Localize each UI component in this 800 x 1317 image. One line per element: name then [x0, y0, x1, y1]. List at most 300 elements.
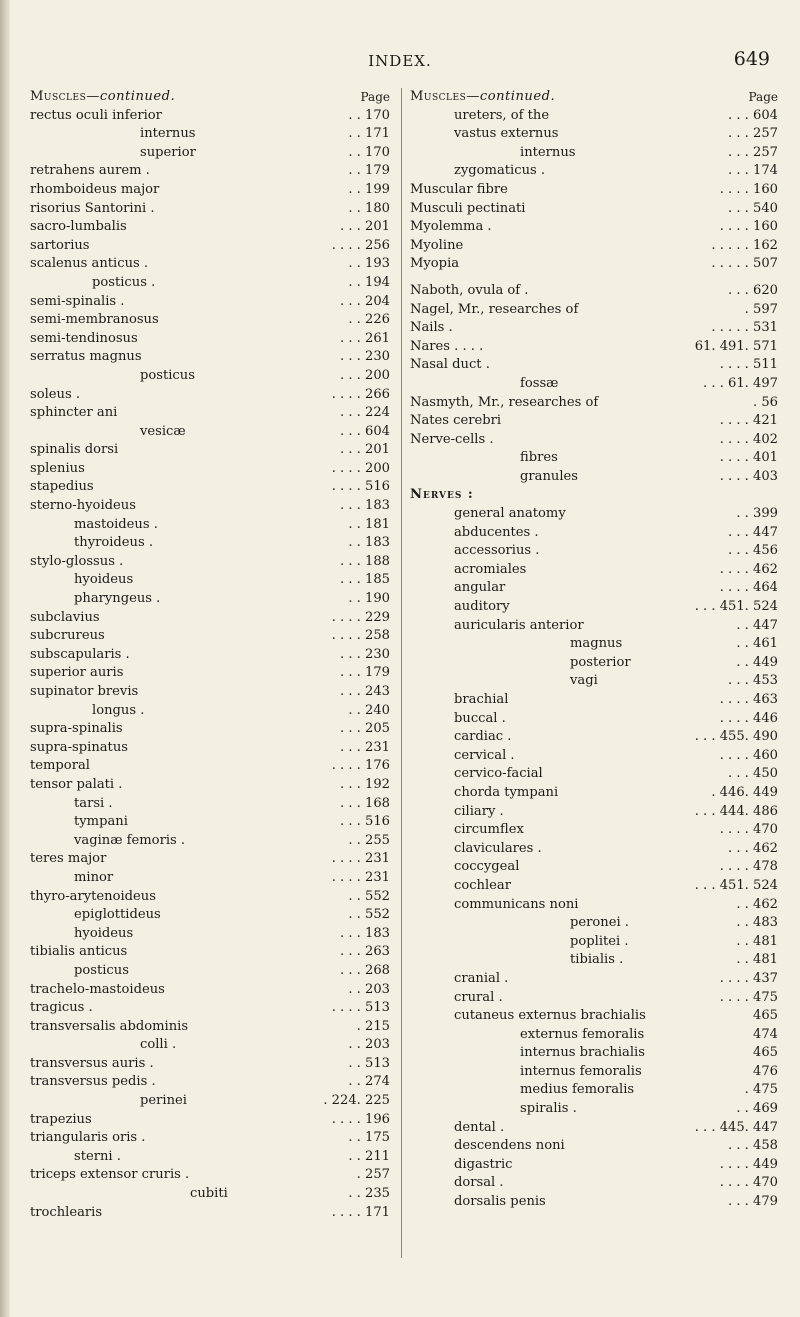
entry-term: digastric — [454, 1156, 513, 1172]
entry-page-ref: . . . . 516 — [331, 479, 390, 495]
entry-page-ref: 474 — [753, 1026, 778, 1042]
page-edge-shadow — [0, 0, 10, 1317]
entry-page-ref: . . 481 — [736, 933, 778, 949]
index-entry — [30, 348, 390, 367]
entry-page-ref: . . . . 511 — [719, 357, 778, 373]
index-entry — [410, 1137, 778, 1156]
entry-page-ref: . . . 451. 524 — [694, 599, 778, 615]
index-entry — [30, 646, 390, 665]
entry-term: magnus — [570, 636, 623, 652]
entry-page-ref: . . . . 421 — [719, 413, 778, 429]
entry-page-ref: . . 199 — [348, 181, 390, 197]
index-entry — [410, 710, 778, 729]
entry-page-ref: . . . 604 — [340, 423, 390, 439]
entry-term: trachelo-mastoideus — [30, 981, 165, 997]
entry-term: brachial — [454, 692, 509, 707]
entry-term: superior — [140, 144, 196, 160]
entry-term: posticus — [74, 962, 129, 978]
entry-page-ref: . . . . 196 — [331, 1111, 390, 1127]
index-entry — [30, 293, 390, 312]
entry-page-ref: . . . 540 — [728, 200, 778, 216]
index-entry — [30, 869, 390, 888]
entry-page-ref: . . . 444. 486 — [694, 803, 778, 819]
entry-term: thyro-arytenoideus — [30, 888, 156, 904]
entry-term: auricularis anterior — [454, 617, 584, 633]
entry-page-ref: . . . . 231 — [331, 851, 390, 867]
index-entry — [410, 255, 778, 274]
entry-term: stapedius — [30, 479, 94, 495]
entry-page-ref: . . . 201 — [340, 219, 390, 235]
entry-term: semi-tendinosus — [30, 330, 138, 346]
index-entry — [410, 1007, 778, 1026]
entry-page-ref: . . . . 470 — [719, 822, 778, 838]
index-entry — [410, 1063, 778, 1082]
entry-term: Nagel, Mr., researches of — [410, 301, 579, 317]
entry-page-ref: . . . . 231 — [331, 869, 390, 885]
entry-page-ref: . . 447 — [736, 617, 778, 633]
index-entry — [30, 386, 390, 405]
entry-page-ref: . . . 200 — [340, 367, 390, 383]
index-entry — [30, 1092, 390, 1111]
index-entry — [30, 311, 390, 330]
entry-term: Naboth, ovula of . — [410, 282, 529, 298]
entry-page-ref: . . . . 464 — [719, 580, 778, 596]
index-entry — [30, 1185, 390, 1204]
running-head: INDEX. — [368, 52, 432, 70]
index-entry — [410, 394, 778, 413]
entry-term: angular — [454, 580, 506, 596]
entry-term: peronei . — [570, 915, 629, 931]
entry-page-ref: . . . . 256 — [331, 237, 390, 253]
index-entry — [410, 914, 778, 933]
entry-term: communicans noni — [454, 896, 579, 912]
entry-page-ref: . 224. 225 — [323, 1093, 390, 1109]
index-entry — [410, 821, 778, 840]
entry-term: accessorius . — [454, 543, 540, 559]
entry-term: retrahens aurem . — [30, 163, 150, 179]
index-entry — [30, 497, 390, 516]
entry-term: spinalis dorsi — [30, 442, 119, 458]
index-entry — [30, 1073, 390, 1092]
entry-term: acromiales — [454, 561, 527, 577]
entry-page-ref: . 446. 449 — [711, 784, 778, 800]
index-entry — [410, 524, 778, 543]
entry-page-ref: . . . 447 — [728, 524, 778, 540]
index-entry — [30, 627, 390, 646]
section-spacer — [410, 274, 778, 282]
index-entry — [410, 431, 778, 450]
entry-page-ref: . . 462 — [736, 896, 778, 912]
entry-term: hyoideus — [74, 572, 134, 588]
entry-term: auditory — [454, 599, 510, 615]
entry-page-ref: . . . 453 — [728, 673, 778, 689]
entry-term: fossæ — [520, 375, 559, 391]
index-entry — [410, 747, 778, 766]
index-entry — [30, 1055, 390, 1074]
index-entry — [410, 1100, 778, 1119]
index-entry — [410, 561, 778, 580]
index-entry — [410, 1193, 778, 1212]
index-entry — [30, 478, 390, 497]
entry-page-ref: . . . . 513 — [331, 1000, 390, 1016]
entry-term: cardiac . — [454, 729, 512, 745]
entry-term: tragicus . — [30, 1000, 93, 1016]
entry-term: cranial . — [454, 970, 509, 986]
entry-page-ref: . . . . 460 — [719, 747, 778, 763]
entry-term: Nerve-cells . — [410, 431, 494, 447]
entry-term: Nasmyth, Mr., researches of — [410, 394, 599, 410]
entry-page-ref: . . . . 266 — [331, 386, 390, 402]
entry-term: granules — [520, 468, 578, 484]
entry-page-ref: . 56 — [753, 394, 778, 410]
entry-page-ref: . . 183 — [348, 535, 390, 551]
entry-term: longus . — [92, 702, 145, 718]
entry-term: thyroideus . — [74, 535, 154, 551]
index-entry — [30, 757, 390, 776]
entry-page-ref: . . 171 — [348, 126, 390, 142]
entry-page-ref: . . . . 402 — [719, 431, 778, 447]
entry-page-ref: . . 552 — [348, 888, 390, 904]
entry-term: Nails . — [410, 320, 453, 336]
index-entry — [30, 943, 390, 962]
index-entry — [410, 237, 778, 256]
index-entry — [410, 635, 778, 654]
entry-term: tympani — [74, 814, 128, 830]
index-entry — [30, 832, 390, 851]
entry-term: ureters, of the — [454, 107, 550, 123]
entry-term: sterni . — [74, 1148, 121, 1164]
entry-page-ref: . . . 620 — [728, 282, 778, 298]
index-entry — [410, 617, 778, 636]
entry-term: vesicæ — [140, 423, 186, 439]
index-entry — [410, 412, 778, 431]
entry-term: Nares . . . . — [410, 338, 484, 354]
entry-page-ref: . . 399 — [736, 506, 778, 522]
entry-term: posticus . — [92, 274, 156, 290]
index-entry — [410, 840, 778, 859]
index-entry — [30, 107, 390, 126]
index-entry — [410, 858, 778, 877]
section-heading — [410, 486, 778, 505]
entry-term: poplitei . — [570, 933, 629, 949]
entry-term: dorsal . — [454, 1175, 504, 1191]
entry-term: tarsi . — [74, 795, 113, 811]
entry-page-ref: . . . 61. 497 — [703, 375, 778, 391]
entry-term: coccygeal — [454, 859, 520, 875]
entry-page-ref: . . . 185 — [340, 572, 390, 588]
left-index-column — [30, 88, 390, 1222]
entry-page-ref: . . . 243 — [340, 684, 390, 699]
entry-term: internus femoralis — [520, 1063, 642, 1079]
entry-page-ref: . . . . 478 — [719, 859, 778, 875]
entry-term: buccal . — [454, 710, 506, 726]
index-entry — [30, 683, 390, 702]
entry-page-ref: 61. 491. 571 — [694, 338, 778, 354]
entry-page-ref: . . . 230 — [340, 646, 390, 662]
entry-page-ref: . . 179 — [348, 163, 390, 179]
entry-term: vastus externus — [454, 126, 559, 142]
entry-page-ref: . . . 204 — [340, 293, 390, 309]
index-entry — [30, 850, 390, 869]
entry-term: cervical . — [454, 747, 515, 763]
entry-term: sterno-hyoideus — [30, 498, 136, 514]
entry-page-ref: . . . 192 — [340, 776, 390, 792]
index-entry — [30, 274, 390, 293]
entry-term: tibialis . — [570, 952, 624, 968]
entry-term: superior auris — [30, 665, 124, 681]
entry-page-ref: 476 — [753, 1063, 778, 1079]
entry-term: ciliary . — [454, 803, 504, 819]
index-entry — [30, 1204, 390, 1223]
entry-term: posticus — [140, 367, 195, 383]
entry-term: Muscles—continued. — [30, 89, 176, 104]
entry-term: Myopia — [410, 256, 460, 272]
entry-term: Nerves : — [410, 487, 474, 503]
entry-page-ref: . . . . 463 — [719, 692, 778, 707]
index-entry — [410, 301, 778, 320]
entry-page-ref: Page — [360, 90, 390, 104]
entry-page-ref: . . . . 176 — [331, 758, 390, 774]
entry-page-ref: . . 226 — [348, 312, 390, 328]
entry-term: descendens noni — [454, 1138, 565, 1154]
entry-term: stylo-glossus . — [30, 553, 124, 569]
entry-term: triangularis oris . — [30, 1130, 146, 1146]
index-entry — [30, 553, 390, 572]
entry-page-ref: . . . . 258 — [331, 628, 390, 644]
entry-page-ref: . . . 179 — [340, 665, 390, 681]
entry-page-ref: . . 193 — [348, 256, 390, 272]
entry-term: Musculi pectinati — [410, 200, 526, 216]
index-entry — [410, 505, 778, 524]
entry-term: teres major — [30, 851, 107, 867]
index-entry — [30, 1111, 390, 1130]
entry-term: tibialis anticus — [30, 944, 128, 960]
entry-page-ref: . . . 168 — [340, 795, 390, 811]
entry-page-ref: 465 — [753, 1045, 778, 1061]
entry-page-ref: . 257 — [356, 1167, 390, 1183]
entry-term: subcrureus — [30, 628, 105, 644]
index-entry — [30, 571, 390, 590]
index-entry — [30, 255, 390, 274]
index-entry — [30, 813, 390, 832]
index-entry — [410, 579, 778, 598]
entry-term: cervico-facial — [454, 766, 543, 782]
entry-term: colli . — [140, 1037, 177, 1053]
entry-page-ref: . . . 458 — [728, 1138, 778, 1154]
entry-term: semi-membranosus — [30, 312, 159, 328]
entry-term: subclavius — [30, 609, 100, 625]
index-entry — [410, 877, 778, 896]
entry-page-ref: . . . . 229 — [331, 609, 390, 625]
index-entry — [30, 125, 390, 144]
index-entry — [410, 1026, 778, 1045]
entry-term: triceps extensor cruris . — [30, 1167, 190, 1183]
entry-page-ref: . . . 604 — [728, 107, 778, 123]
continued-heading — [410, 88, 778, 107]
entry-page-ref: . . 170 — [348, 144, 390, 160]
entry-page-ref: . . . 205 — [340, 721, 390, 737]
entry-term: Myoline — [410, 237, 464, 253]
entry-term: cubiti — [190, 1186, 228, 1202]
entry-page-ref: . 215 — [356, 1018, 390, 1034]
entry-page-ref: . . . 451. 524 — [694, 877, 778, 893]
entry-page-ref: . . . . . 531 — [711, 320, 778, 336]
entry-page-ref: . . . . 160 — [719, 181, 778, 197]
index-entry — [410, 282, 778, 301]
index-entry — [30, 795, 390, 814]
entry-term: epiglottideus — [74, 907, 161, 923]
entry-term: transversus pedis . — [30, 1074, 156, 1090]
index-entry — [30, 664, 390, 683]
entry-term: abducentes . — [454, 524, 539, 540]
entry-page-ref: . . 552 — [348, 907, 390, 923]
entry-page-ref: . . . . 462 — [719, 561, 778, 577]
index-entry — [30, 590, 390, 609]
entry-term: cutaneus externus brachialis — [454, 1008, 646, 1024]
index-entry — [30, 162, 390, 181]
entry-page-ref: . . 175 — [348, 1130, 390, 1146]
index-entry — [410, 1081, 778, 1100]
continued-heading — [30, 88, 390, 107]
entry-term: supinator brevis — [30, 684, 139, 699]
entry-page-ref: . . . . . 162 — [711, 237, 778, 253]
index-entry — [30, 906, 390, 925]
index-entry — [410, 933, 778, 952]
page-number: 649 — [733, 48, 770, 70]
index-entry — [410, 951, 778, 970]
entry-term: rhomboideus major — [30, 181, 160, 197]
index-entry — [30, 1036, 390, 1055]
index-entry — [410, 542, 778, 561]
index-entry — [410, 1119, 778, 1138]
index-entry — [30, 720, 390, 739]
entry-term: internus brachialis — [520, 1045, 645, 1061]
entry-page-ref: . . 481 — [736, 952, 778, 968]
index-entry — [30, 981, 390, 1000]
entry-page-ref: . . . 455. 490 — [694, 729, 778, 745]
entry-term: scalenus anticus . — [30, 256, 149, 272]
index-entry — [30, 1018, 390, 1037]
entry-term: mastoideus . — [74, 516, 158, 532]
entry-term: fibres — [520, 450, 558, 466]
entry-term: rectus oculi inferior — [30, 107, 162, 123]
column-divider — [401, 88, 402, 1258]
entry-term: pharyngeus . — [74, 591, 161, 607]
entry-page-ref: . . . 231 — [340, 739, 390, 755]
index-entry — [30, 702, 390, 721]
entry-page-ref: . 475 — [744, 1082, 778, 1098]
index-entry — [30, 1166, 390, 1185]
entry-page-ref: . . . 257 — [728, 126, 778, 142]
entry-term: medius femoralis — [520, 1082, 635, 1098]
entry-term: soleus . — [30, 386, 81, 402]
entry-term: Myolemma . — [410, 219, 492, 235]
index-entry — [30, 776, 390, 795]
entry-term: transversalis abdominis — [30, 1018, 189, 1034]
index-entry — [30, 888, 390, 907]
index-entry — [410, 107, 778, 126]
entry-page-ref: . . . 462 — [728, 840, 778, 856]
index-entry — [410, 765, 778, 784]
entry-term: temporal — [30, 758, 90, 774]
entry-page-ref: . . 194 — [348, 274, 390, 290]
entry-term: vagi — [570, 673, 598, 689]
entry-term: hyoideus — [74, 925, 134, 941]
entry-term: crural . — [454, 989, 503, 1005]
entry-page-ref: 465 — [753, 1008, 778, 1024]
entry-page-ref: . . . 456 — [728, 543, 778, 559]
index-entry — [30, 441, 390, 460]
entry-page-ref: . . . 445. 447 — [694, 1119, 778, 1135]
entry-page-ref: Page — [748, 90, 778, 104]
entry-page-ref: . . . . 200 — [331, 460, 390, 476]
index-entry — [410, 449, 778, 468]
entry-page-ref: . . 180 — [348, 200, 390, 216]
entry-term: supra-spinalis — [30, 721, 123, 737]
entry-page-ref: . . . 257 — [728, 144, 778, 160]
entry-term: trapezius — [30, 1111, 92, 1127]
index-entry — [30, 1129, 390, 1148]
entry-page-ref: . . . 201 — [340, 442, 390, 458]
index-entry — [410, 784, 778, 803]
page-header — [0, 48, 800, 76]
entry-page-ref: . . 203 — [348, 1037, 390, 1053]
entry-term: internus — [520, 144, 576, 160]
entry-term: sacro-lumbalis — [30, 219, 127, 235]
entry-term: general anatomy — [454, 506, 566, 522]
index-entry — [410, 125, 778, 144]
entry-page-ref: . . . . . 507 — [711, 256, 778, 272]
index-entry — [410, 728, 778, 747]
entry-term: Nasal duct . — [410, 357, 490, 373]
entry-page-ref: . . 469 — [736, 1101, 778, 1117]
entry-term: posterior — [570, 654, 631, 670]
index-entry — [410, 319, 778, 338]
entry-term: cochlear — [454, 877, 511, 893]
entry-term: sphincter ani — [30, 405, 118, 421]
entry-page-ref: . . . . 403 — [719, 468, 778, 484]
entry-term: chorda tympani — [454, 784, 559, 800]
entry-page-ref: . . . 268 — [340, 962, 390, 978]
index-entry — [30, 200, 390, 219]
entry-page-ref: . . 181 — [348, 516, 390, 532]
index-entry — [410, 654, 778, 673]
index-entry — [410, 896, 778, 915]
entry-page-ref: . . 274 — [348, 1074, 390, 1090]
entry-term: internus — [140, 126, 196, 142]
index-entry — [410, 1156, 778, 1175]
entry-term: tensor palati . — [30, 776, 123, 792]
entry-page-ref: . . . 261 — [340, 330, 390, 346]
entry-term: semi-spinalis . — [30, 293, 125, 309]
entry-term: Muscles—continued. — [410, 89, 556, 104]
entry-page-ref: . . . 174 — [728, 163, 778, 179]
entry-page-ref: . . 449 — [736, 654, 778, 670]
index-entry — [30, 330, 390, 349]
entry-page-ref: . . . . 437 — [719, 970, 778, 986]
index-entry — [410, 181, 778, 200]
entry-page-ref: . . 513 — [348, 1055, 390, 1071]
entry-term: claviculares . — [454, 840, 542, 856]
index-entry — [30, 534, 390, 553]
index-entry — [410, 218, 778, 237]
index-entry — [410, 598, 778, 617]
index-entry — [410, 162, 778, 181]
index-entry — [30, 144, 390, 163]
entry-page-ref: . . . . 475 — [719, 989, 778, 1005]
entry-page-ref: . . . . 171 — [331, 1204, 390, 1220]
entry-page-ref: . . 190 — [348, 591, 390, 607]
